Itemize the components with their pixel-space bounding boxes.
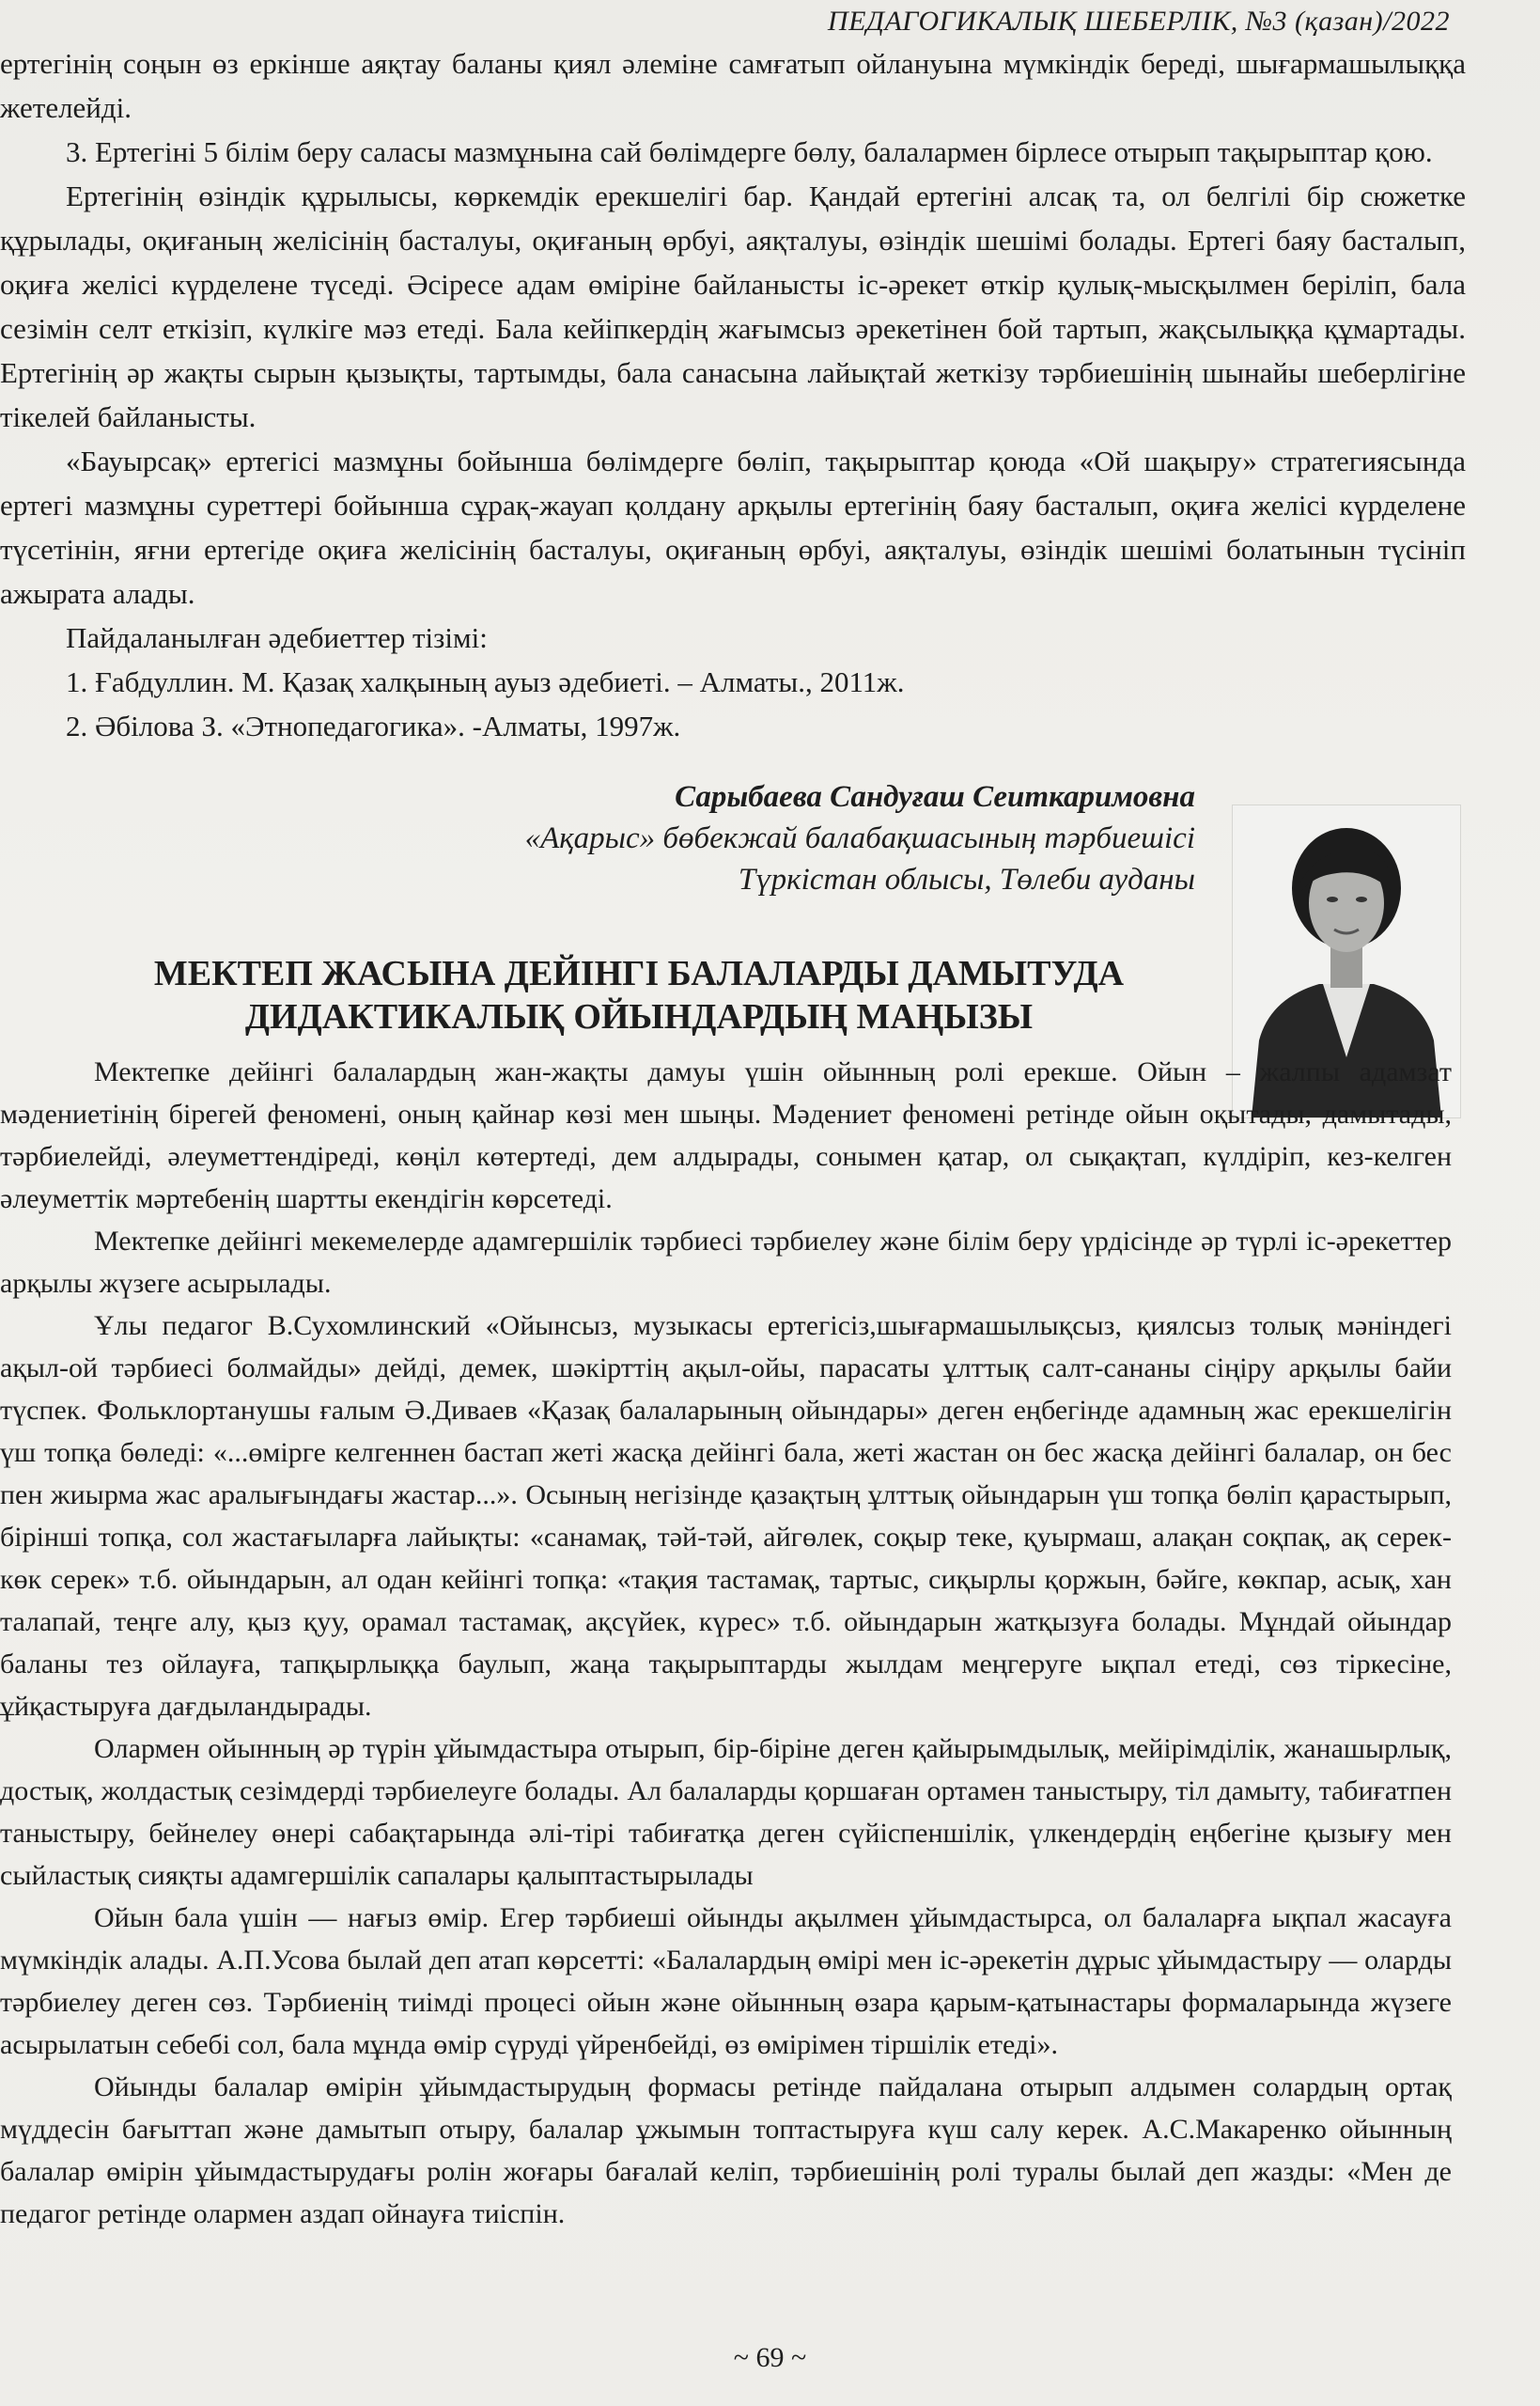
article-body [0,1051,1452,2235]
title-line-2: ДИДАКТИКАЛЫҚ ОЙЫНДАРДЫҢ МАҢЫЗЫ [244,997,1034,1037]
prev-paragraph: ертегінің соңын өз еркінше аяқтау баланы қиял әлеміне самғатып ойлануына мүмкіндік береді, шығармашылыққа жетелейді. [0,47,1466,124]
running-head: ПЕДАГОГИКАЛЫҚ ШЕБЕРЛІК, №3 (қазан)/2022 [827,6,1450,37]
author-block [525,776,1195,900]
body-paragraph: Ұлы педагог В.Сухомлинский «Ойынсыз, музыкасы ертегісіз,шығармашылықсыз, қиялсыз толық мәніндегі ақыл-ой тәрбиесі болмайды» дейді, демек, шәкірттің ақыл-ойы, парасаты ұлттық салт-сананы сіңіру арқылы байи түспек. Фольклортанушы ғалым Ә.Диваев «Қазақ балаларының ойындары» деген еңбегінде адамның жас ерекшелігін үш топқа бөледі: «...өмірге келгеннен бастап жеті жасқа дейінгі бала, жеті жастан он бес жасқа дейінгі балалар, он бес пен жиырма жас аралығындағы жастар...». Осының негізінде қазақтың ұлттық ойындарын үш топқа бөліп қарастырып, бірінші топқа, сол жастағыларға лайықты: «санамақ, тәй-тәй, айгөлек, соқыр теке, қуырмаш, алақан соқпақ, ақ серек-көк серек» т.б. ойындарын, ал одан кейінгі топқа: «тақия тастамақ, тартыс, сиқырлы қоржын, бәйге, көкпар, асық, хан талапай, теңге алу, қыз қуу, орамал тастамақ, ақсүйек, күрес» т.б. ойындарын жатқызуға болады. Мұндай ойындар баланы тез ойлауға, тапқырлыққа баулып, жаңа тақырыптарды жылдам меңгеруге ықпал етеді, сөз тіркесіне, ұйқастыруға дағдыландырады. [0,1310,1452,1722]
references-list [0,660,1466,748]
reference-item: 2. Әбілова З. «Этнопедагогика». -Алматы, 1997ж. [66,710,681,742]
title-line-1: МЕКТЕП ЖАСЫНА ДЕЙІНГІ БАЛАЛАРДЫ ДАМЫТУДА [153,954,1125,993]
body-paragraph: Ойын бала үшін — нағыз өмір. Егер тәрбиеші ойынды ақылмен ұйымдастырса, ол балаларға ықпал жасауға мүмкіндік алады. А.П.Усова былай деп атап көрсетті: «Балалардың өмірі мен іс-әрекетін дұрыс ұйымдастыру — оларды тәрбиелеу деген сөз. Тәрбиенің тиімді процесі ойын және ойынның өзара қарым-қатынастары формаларында жүзеге асырылатын себебі сол, бала мұнда өмір сүруді үйренбейді, өз өмірімен тіршілік етеді». [0,1902,1452,2060]
body-paragraph: Олармен ойынның әр түрін ұйымдастыра отырып, бір-біріне деген қайырымдылық, мейірімділік, жанашырлық, достық, жолдастық сезімдерді тәрбиелеуге болады. Ал балаларды қоршаған ортамен таныстыру, тіл дамыту, табиғатпен таныстыру, бейнелеу өнері сабақтарында әлі-тірі табиғатқа деген сүйіспеншілік, үлкендердің еңбегіне қызығу мен сыйластық сияқты адамгершілік сапалары қалыптастырылады [0,1733,1452,1891]
prev-paragraph: «Бауырсақ» ертегісі мазмұны бойынша бөлімдерге бөліп, тақырыптар қоюда «Ой шақыру» стратегиясында ертегі мазмұны суреттері бойынша сұрақ-жауап қолдану арқылы ертегінің баяу басталып, оқиға желісі күрделене түсетінін, яғни ертегіде оқиға желісінің басталуы, оқиғаның өрбуі, аяқталуы, өзіндік шешімі болатынын түсініп ажырата алады. [0,445,1466,610]
body-paragraph: Мектепке дейінгі балалардың жан-жақты дамуы үшін ойынның ролі ерекше. Ойын – жалпы адамзат мәдениетінің бірегей феномені, оның қайнар көзі мен шыңы. Мәдениет феномені ретінде ойын оқытады, дамытады, тәрбиелейді, әлеуметтендіреді, көңіл көтертеді, дем алдырады, сонымен қатар, ол сықақтап, күлдіріп, кез-келген әлеуметтік мәртебенің шартты екендігін көрсетеді. [0,1056,1452,1214]
page-number: ~ 69 ~ [733,2342,807,2373]
author-name: Сарыбаева Сандуғаш Сеиткаримовна [675,780,1195,814]
references-heading: Пайдаланылған әдебиеттер тізімі: [66,621,488,654]
prev-paragraph: 3. Ертегіні 5 білім беру саласы мазмұнына сай бөлімдерге бөлу, балалармен бірлесе отырып тақырыптар қою. [66,135,1433,168]
body-paragraph: Ойынды балалар өмірін ұйымдастырудың формасы ретінде пайдалана отырып алдымен солардың ортақ мүддесін бағыттап және дамытып отыру, балалар ұжымын топтастыруға күш салу керек. А.С.Макаренко ойынның балалар өмірін ұйымдастырудағы ролін жоғары бағалай келіп, тәрбиешінің ролі туралы былай деп жазды: «Мен де педагог ретінде олармен аздап ойнауға тиіспін. [0,2071,1452,2229]
author-location: Түркістан облысы, Төлеби ауданы [738,863,1195,897]
author-position: «Ақарыс» бөбекжай балабақшасының тәрбиешісі [524,821,1195,855]
article-title [56,952,1221,1039]
reference-item: 1. Ғабдуллин. М. Қазақ халқының ауыз әдебиеті. – Алматы., 2011ж. [66,665,905,698]
prev-paragraph: Ертегінің өзіндік құрылысы, көркемдік ерекшелігі бар. Қандай ертегіні алсақ та, ол белгілі бір сюжетке құрылады, оқиғаның желісінің басталуы, оқиғаның өрбуі, аяқталуы, өзіндік шешімі болады. Ертегі баяу басталып, оқиға желісі күрделене түседі. Әсіресе адам өміріне байланысты іс-әрекет өткір қулық-мысқылмен беріліп, бала сезімін селт еткізіп, күлкіге мәз етеді. Бала кейіпкердің жағымсыз әрекетінен бой тартып, жақсылыққа құмартады. Ертегінің әр жақты сырын қызықты, тартымды, бала санасына лайықтай жеткізу тәрбиешінің шынайы шеберлігіне тікелей байланысты. [0,180,1466,433]
previous-article-ending [0,41,1466,748]
body-paragraph: Мектепке дейінгі мекемелерде адамгершілік тәрбиесі тәрбиелеу және білім беру үрдісінде әр түрлі іс-әрекеттер арқылы жүзеге асырылады. [0,1226,1452,1299]
